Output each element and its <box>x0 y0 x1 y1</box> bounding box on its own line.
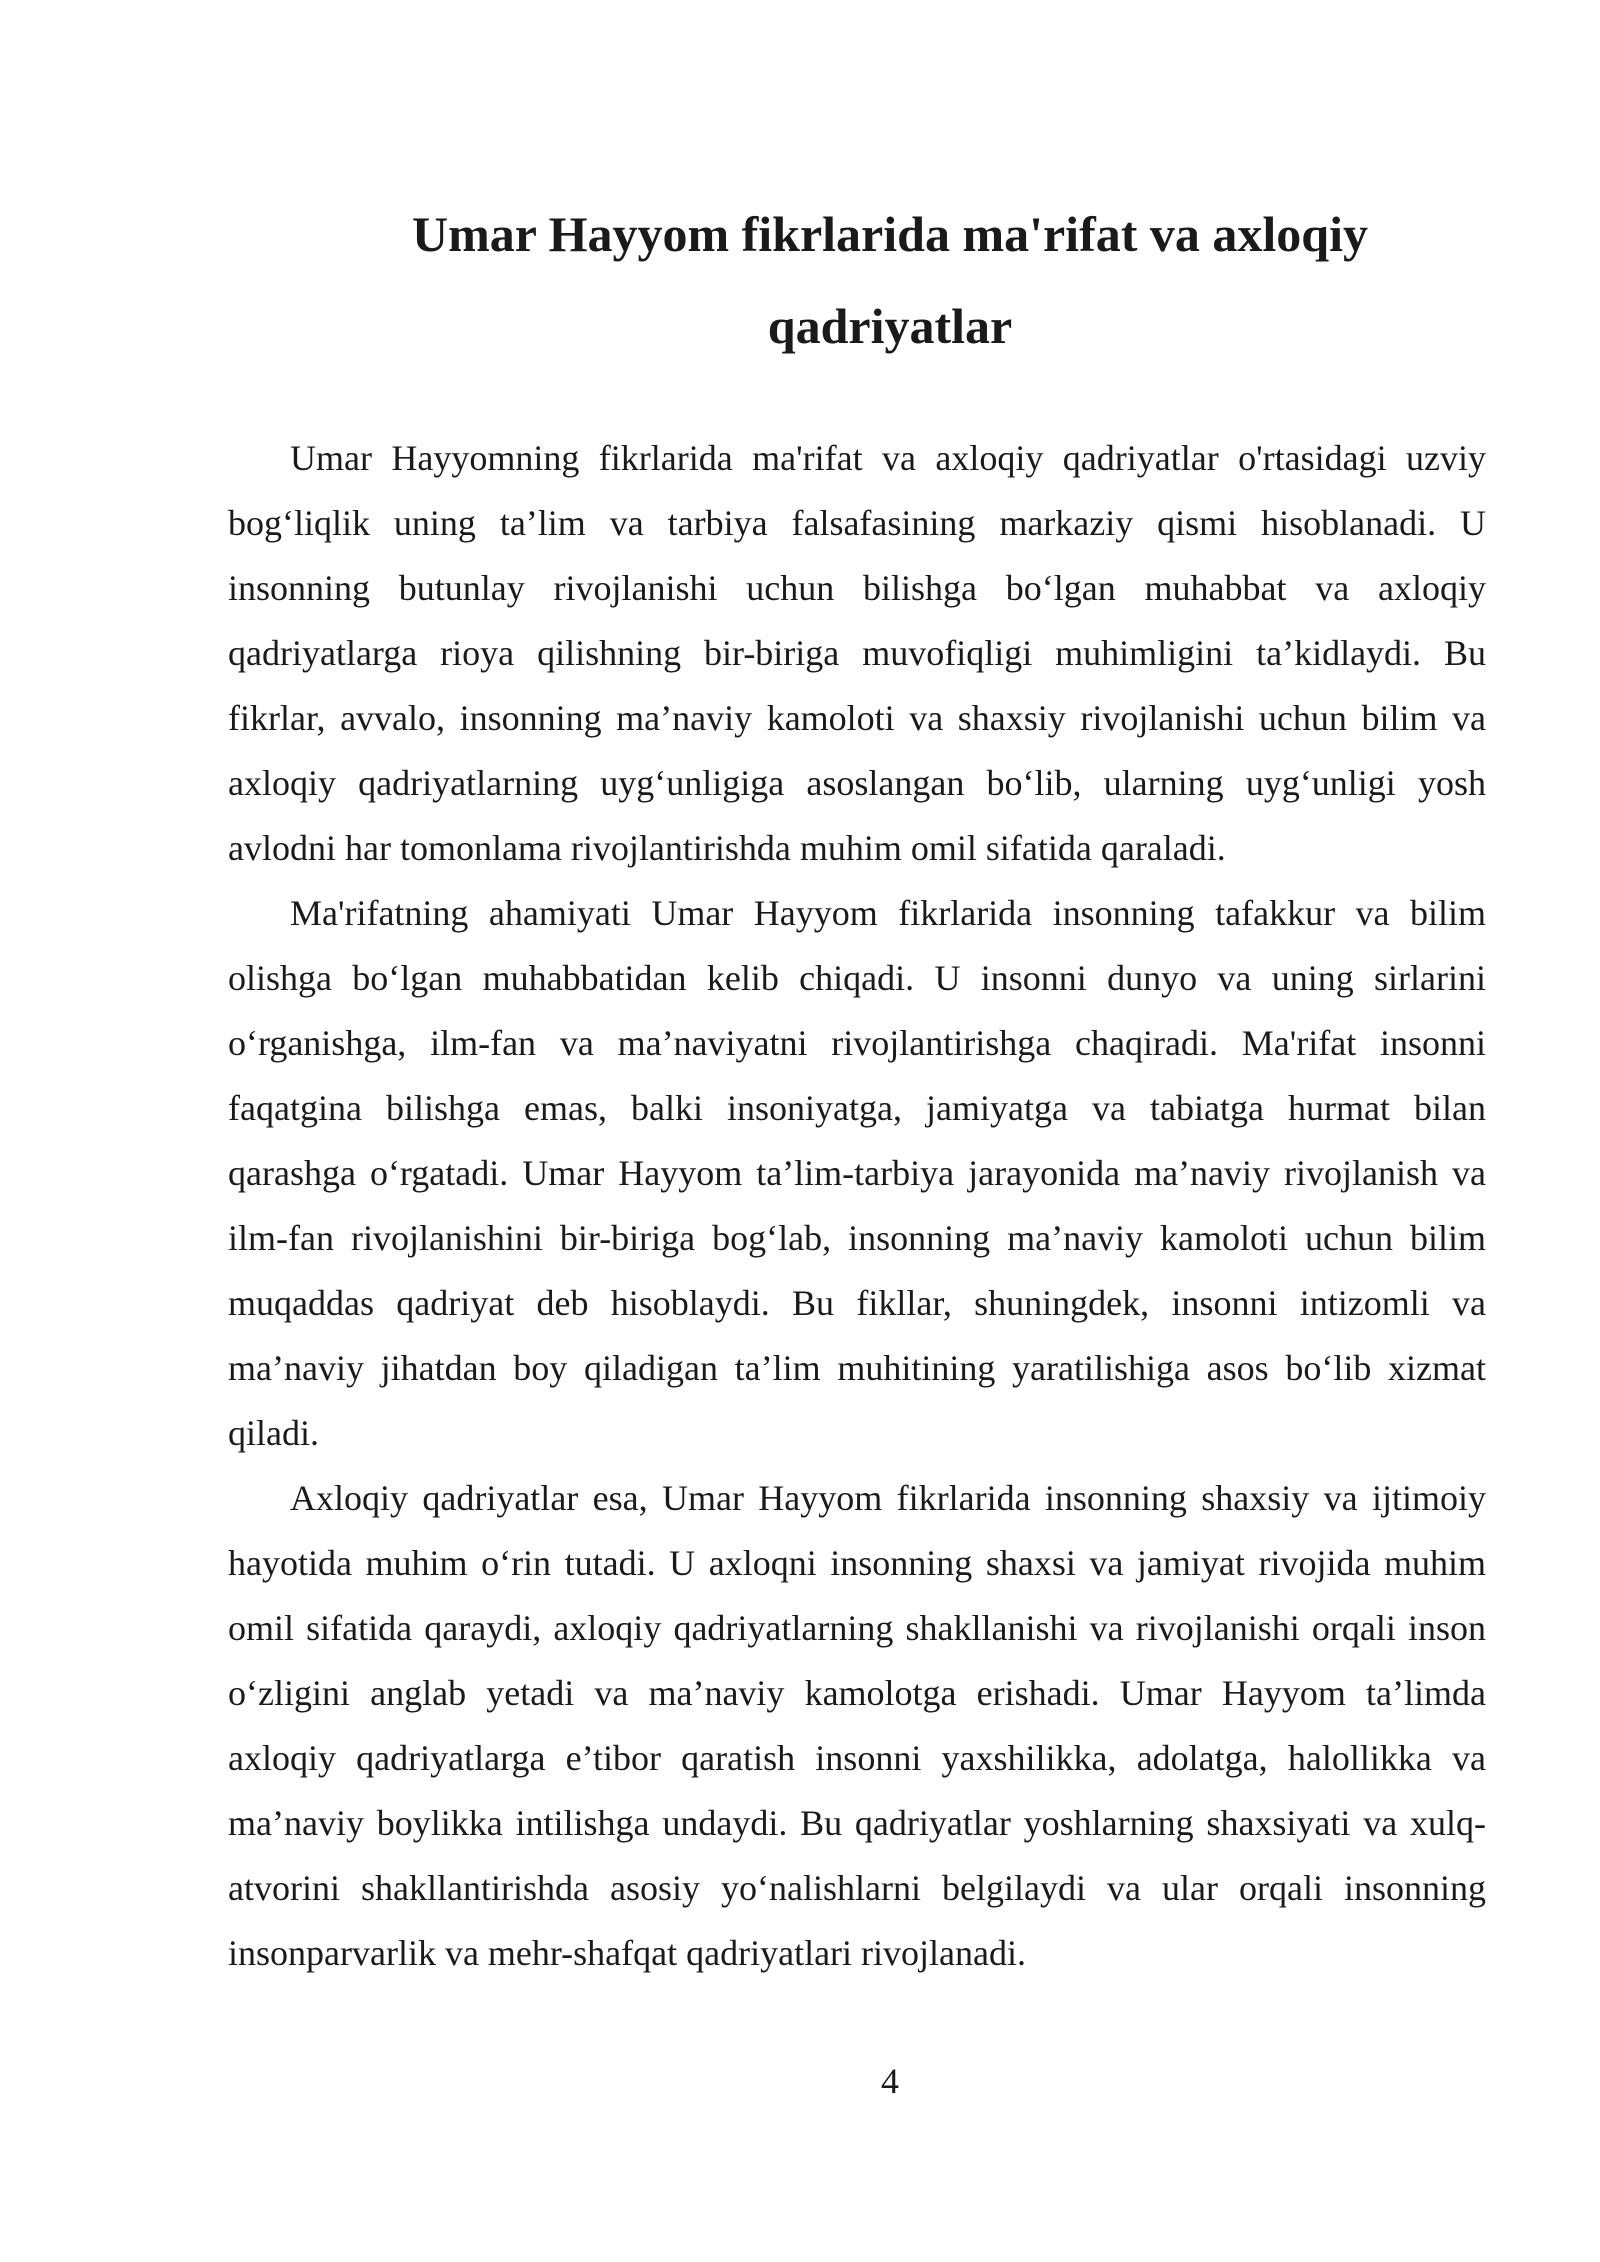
page-title <box>300 188 1480 372</box>
paragraph-3: Axloqiy qadriyatlar esa, Umar Hayyom fikrlarida insonning shaxsiy va ijtimoiy hayotida muhim o‘rin tutadi. U axloqni insonning shaxsi va jamiyat rivojida muhim omil sifatida qaraydi, axloqiy qadriyatlarning shakllanishi va rivojlanishi orqali inson o‘zligini anglab yetadi va ma’naviy kamolotga erishadi. Umar Hayyom ta’limda axloqiy qadriyatlarga e’tibor qaratish insonni yaxshilikka, adolatga, halollikka va ma’naviy boylikka intilishga undaydi. Bu qadriyatlar yoshlarning shaxsiyati va xulq-atvorini shakllantirishda asosiy yo‘nalishlarni belgilaydi va ular orqali insonning insonparvarlik va mehr-shafqat qadriyatlari rivojlanadi. <box>228 1478 1486 1973</box>
page-number: 4 <box>881 2061 899 2101</box>
paragraph-2: Ma'rifatning ahamiyati Umar Hayyom fikrlarida insonning tafakkur va bilim olishga bo‘lgan muhabbatidan kelib chiqadi. U insonni dunyo va uning sirlarini o‘rganishga, ilm-fan va ma’naviyatni rivojlantirishga chaqiradi. Ma'rifat insonni faqatgina bilishga emas, balki insoniyatga, jamiyatga va tabiatga hurmat bilan qarashga o‘rgatadi. Umar Hayyom ta’lim-tarbiya jarayonida ma’naviy rivojlanish va ilm-fan rivojlanishini bir-biriga bog‘lab, insonning ma’naviy kamoloti uchun bilim muqaddas qadriyat deb hisoblaydi. Bu fikllar, shuningdek, insonni intizomli va ma’naviy jihatdan boy qiladigan ta’lim muhitining yaratilishiga asos bo‘lib xizmat qiladi. <box>228 893 1486 1453</box>
body-text <box>228 426 1486 1986</box>
paragraph-1: Umar Hayyomning fikrlarida ma'rifat va axloqiy qadriyatlar o'rtasidagi uzviy bog‘liqlik uning ta’lim va tarbiya falsafasining markaziy qismi hisoblanadi. U insonning butunlay rivojlanishi uchun bilishga bo‘lgan muhabbat va axloqiy qadriyatlarga rioya qilishning bir-biriga muvofiqligi muhimligini ta’kidlaydi. Bu fikrlar, avvalo, insonning ma’naviy kamoloti va shaxsiy rivojlanishi uchun bilim va axloqiy qadriyatlarning uyg‘unligiga asoslangan bo‘lib, ularning uyg‘unligi yosh avlodni har tomonlama rivojlantirishda muhim omil sifatida qaraladi. <box>228 438 1486 868</box>
title-line-1: Umar Hayyom fikrlarida ma'rifat va axloqiy <box>412 206 1368 262</box>
title-line-2: qadriyatlar <box>767 298 1013 354</box>
